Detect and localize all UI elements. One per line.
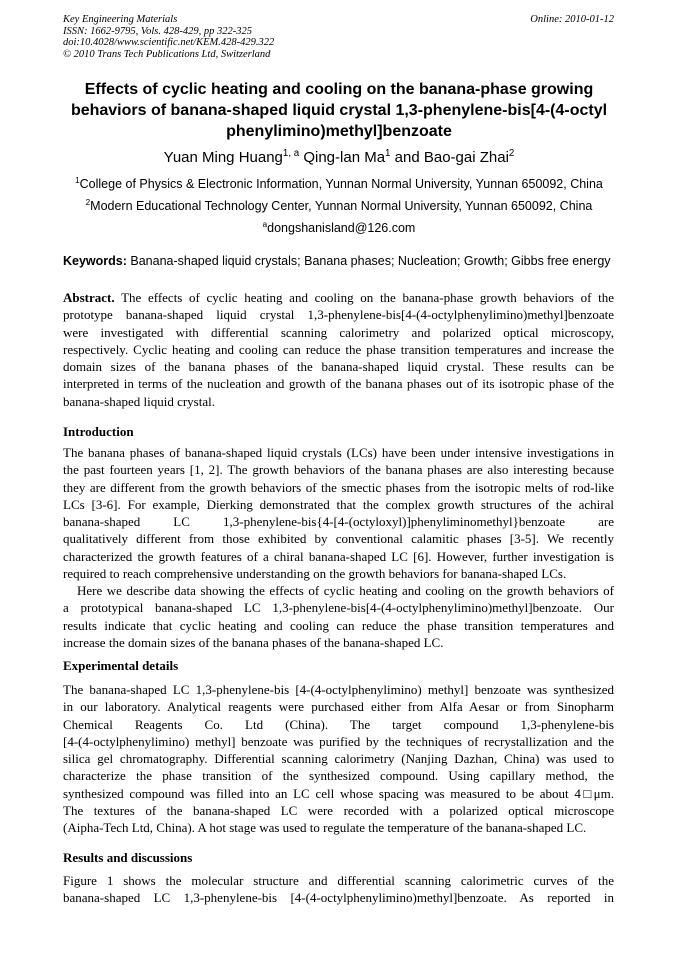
text-line: respectively. Cyclic heating and cooling can reduce the phase transition temperatures and increase the: [63, 341, 614, 357]
abstract-label: Abstract.: [63, 290, 115, 305]
running-header: [63, 14, 614, 60]
text-line: banana-shaped LC 1,3-phenylene-bis{4-[4-(octyloxyl)]phenyliminomethyl}benzoate are: [63, 514, 614, 530]
text-line: Chemical Reagents Co. Ltd (China). The target compound 1,3-phenylene-bis: [63, 716, 614, 732]
author-name: Qing-lan Ma: [303, 149, 386, 166]
authors: [30, 148, 648, 166]
text-line: The textures of the banana-shaped LC were recorded with a polarized optical microscope: [63, 803, 614, 819]
title-line: phenylimino)methyl]benzoate: [226, 123, 452, 140]
text-line: interpreted in terms of the nucleation and growth of the banana phases out of its isotropic phase of the: [63, 376, 614, 392]
keywords-text: Banana-shaped liquid crystals; Banana phases; Nucleation; Growth; Gibbs free energy: [130, 254, 611, 268]
text-line: synthesized compound was filled into an LC cell whose spacing was measured to be about 4□μm.: [63, 785, 614, 801]
author-sup: 2: [508, 148, 515, 159]
email: [30, 220, 648, 235]
text-line: domain sizes of the banana phases of the banana-shaped liquid crystal. These results can be: [63, 359, 614, 375]
text-line: prototype banana-shaped liquid crystal 1,3-phenylene-bis[4-(4-octylphenylimino)methyl]benzoate: [63, 307, 614, 323]
keywords: [63, 254, 623, 268]
email-sup: a: [262, 220, 268, 229]
doi: doi:10.4028/www.scientific.net/KEM.428-429.322: [63, 37, 275, 48]
author-name: Yuan Ming Huang: [163, 149, 283, 166]
copyright: © 2010 Trans Tech Publications Ltd, Switzerland: [63, 48, 271, 60]
text-line: results indicate that cyclic heating and cooling can reduce the phase transition temperatures and: [63, 617, 614, 633]
issn: ISSN: 1662-9795, Vols. 428-429, pp 322-325: [63, 25, 252, 37]
title-line: behaviors of banana-shaped liquid crystal 1,3-phenylene-bis[4-(4-octyl: [70, 102, 608, 119]
text-line: The banana phases of banana-shaped liquid crystals (LCs) have been under intensive investigations in: [63, 445, 614, 460]
text-line: in our laboratory. Analytical reagents were purchased either from Alfa Aesar or from Sinopharm: [63, 699, 614, 715]
abstract: [63, 289, 614, 410]
text-line: (Aipha-Tech Ltd, China). A hot stage was used to regulate the temperature of the banana-shaped LC.: [63, 820, 587, 836]
text-line: characterized the growth features of a chiral banana-shaped LC [6]. However, further investigation is: [63, 548, 614, 564]
text-line: the past fourteen years [1, 2]. The growth behaviors of the banana phases are also interesting because: [63, 462, 614, 478]
aff-text: Modern Educational Technology Center, Yunnan Normal University, Yunnan 650092, China: [90, 199, 593, 214]
text-line: increase the domain sizes of the banana phases of the banana-shaped LC.: [63, 634, 444, 650]
text-line: characterize the phase transition of the synthesized compound. Using capillary method, the: [63, 768, 614, 784]
text-line: banana-shaped LC 1,3-phenylene-bis [4-(4-octylphenylimino)methyl]benzoate. As reported in: [63, 890, 614, 906]
text-line: silica gel chromatography. Differential scanning calorimetry (Nanjing Dazhan, China) was used to: [63, 751, 614, 767]
section-heading-experimental: Experimental details: [63, 658, 179, 673]
keywords-label: Keywords:: [63, 254, 127, 268]
text-line: qualitatively different from those exhibited by conventional calamitic phases [3-5]. We recently: [63, 531, 614, 547]
paper-title: [40, 79, 638, 142]
journal-name: Key Engineering Materials: [63, 14, 178, 25]
online-date: Online: 2010-01-12: [530, 14, 614, 25]
text-line: they are different from the growth behaviors of the smectic phases from the isotropic melts of rod-like: [63, 479, 614, 495]
aff-text: College of Physics & Electronic Information, Yunnan Normal University, Yunnan 650092, China: [79, 177, 603, 192]
affiliation: [30, 198, 648, 213]
experimental-paragraph: [63, 681, 614, 837]
text-line: were investigated with differential scanning calorimetry and polarized optical microscopy,: [63, 324, 614, 340]
author-name: Bao-gai Zhai: [423, 149, 509, 166]
text-line: [4-(4-octylphenylimino) methyl] benzoate was purified by the techniques of recrystallization and the: [63, 733, 614, 749]
text-line: required to reach comprehensive understanding on the growth behaviors for banana-shaped LCs.: [63, 566, 567, 582]
intro-paragraph-1: [63, 444, 614, 582]
author-sup: 1, a: [282, 148, 300, 159]
text-line: a prototypical banana-shaped LC 1,3-phenylene-bis[4-(4-octylphenylimino)methyl]benzoate. Our: [63, 600, 614, 616]
results-paragraph: [63, 872, 614, 907]
aff-sup: 2: [85, 198, 91, 207]
abstract-text: The effects of cyclic heating and cooling on the banana-phase growth behaviors of the: [121, 290, 614, 305]
text-line: The banana-shaped LC 1,3-phenylene-bis [4-(4-octylphenylimino) methyl] benzoate was synthesized: [63, 682, 614, 697]
text-line: Figure 1 shows the molecular structure and differential scanning calorimetric curves of the: [63, 873, 614, 888]
abstract-line: [63, 289, 614, 306]
email-text: dongshanisland@126.com: [267, 221, 416, 236]
text-line: LCs [3-6]. For example, Dierking demonstrated that the complex growth structures of the achiral: [63, 496, 614, 512]
section-heading-results: Results and discussions: [63, 850, 193, 865]
text-line: Here we describe data showing the effects of cyclic heating and cooling on the growth behaviors of: [77, 583, 614, 598]
section-heading-introduction: Introduction: [63, 424, 134, 439]
title-line: Effects of cyclic heating and cooling on the banana-phase growing: [84, 81, 594, 98]
text-line: banana-shaped liquid crystal.: [63, 393, 215, 409]
author-sup: 1: [385, 148, 391, 159]
aff-sup: 1: [75, 176, 80, 185]
affiliation: [30, 176, 648, 191]
intro-paragraph-2: [63, 582, 614, 651]
author-and: and: [394, 149, 420, 166]
